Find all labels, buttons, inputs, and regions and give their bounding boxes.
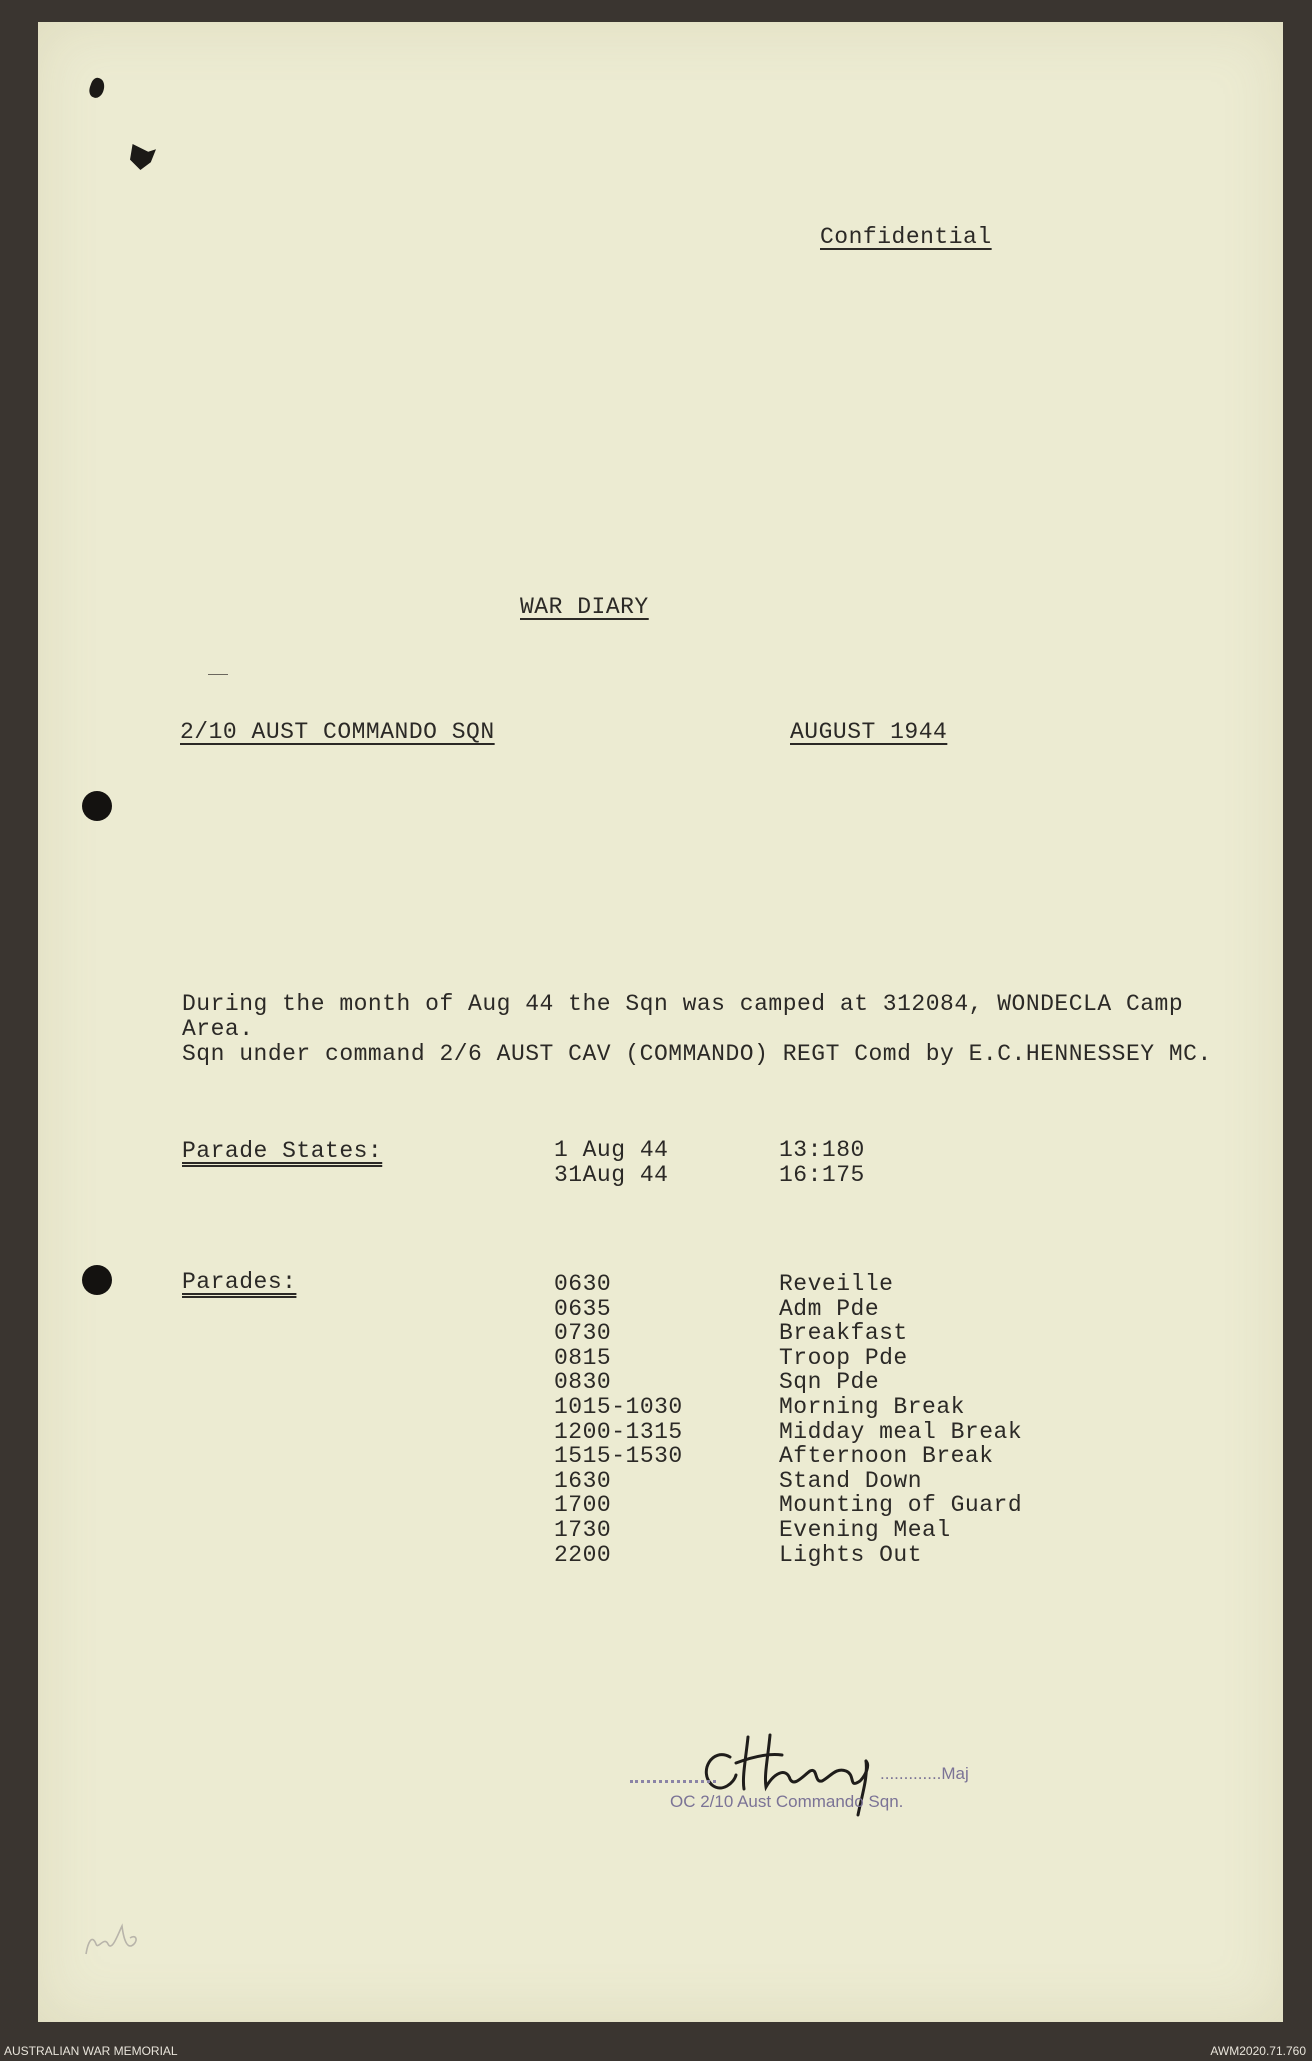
list-item: 31Aug 44 <box>554 1161 669 1188</box>
table-row: Adm Pde <box>779 1295 880 1322</box>
parades-activities <box>779 1272 1022 1567</box>
table-row: Morning Break <box>779 1393 965 1420</box>
signature-title-stamp: OC 2/10 Aust Commando Sqn. <box>670 1792 904 1811</box>
table-row: 0730 <box>554 1320 612 1347</box>
table-row: 1515-1530 <box>554 1443 683 1470</box>
period: AUGUST 1944 <box>790 719 948 745</box>
table-row: Lights Out <box>779 1541 923 1568</box>
body-text-line: Sqn under command 2/6 AUST CAV (COMMANDO) REGT Comd by E.C.HENNESSEY MC. <box>182 1041 1212 1067</box>
table-row: 0815 <box>554 1344 612 1371</box>
table-row: Evening Meal <box>779 1516 951 1543</box>
signature-dotted-line <box>630 1780 716 1783</box>
parade-states-dates <box>554 1138 668 1187</box>
table-row: 1700 <box>554 1492 612 1519</box>
table-row: Reveille <box>779 1271 894 1297</box>
table-row: 0635 <box>554 1295 612 1322</box>
unit-name: 2/10 AUST COMMANDO SQN <box>180 719 495 745</box>
footer-right-label: AWM2020.71.760 <box>1210 2044 1306 2058</box>
table-row: 1015-1030 <box>554 1393 683 1420</box>
footer-left-label: AUSTRALIAN WAR MEMORIAL <box>4 2044 178 2058</box>
punch-hole <box>82 1265 112 1295</box>
torn-mark <box>87 76 107 100</box>
list-item: 1 Aug 44 <box>554 1137 669 1163</box>
table-row: Breakfast <box>779 1320 908 1347</box>
list-item: 16:175 <box>779 1161 865 1188</box>
parade-states-label: Parade States: <box>182 1138 383 1164</box>
document-page <box>38 22 1283 2022</box>
table-row: 1630 <box>554 1467 612 1494</box>
table-row: Sqn Pde <box>779 1369 880 1396</box>
torn-mark <box>130 144 156 170</box>
table-row: Stand Down <box>779 1467 923 1494</box>
list-item: 13:180 <box>779 1137 865 1163</box>
table-row: 0830 <box>554 1369 612 1396</box>
parade-states-values <box>779 1138 865 1187</box>
table-row: Mounting of Guard <box>779 1492 1023 1519</box>
table-row: Midday meal Break <box>779 1418 1023 1445</box>
classification-label: Confidential <box>820 224 992 250</box>
parades-times <box>554 1272 683 1567</box>
body-text-line: During the month of Aug 44 the Sqn was camped at 312084, WONDECLA Camp <box>182 991 1184 1017</box>
signature-rank: .............Maj <box>880 1764 969 1783</box>
body-text-line: Area. <box>182 1016 254 1042</box>
table-row: Troop Pde <box>779 1344 908 1371</box>
pencil-scribble <box>78 1914 148 1964</box>
table-row: 1200-1315 <box>554 1418 683 1445</box>
parades-label: Parades: <box>182 1269 297 1295</box>
table-row: Afternoon Break <box>779 1443 994 1470</box>
small-dash <box>208 674 228 675</box>
table-row: 2200 <box>554 1541 612 1568</box>
punch-hole <box>82 791 112 821</box>
document-title: WAR DIARY <box>520 594 649 620</box>
table-row: 0630 <box>554 1271 612 1297</box>
table-row: 1730 <box>554 1516 612 1543</box>
